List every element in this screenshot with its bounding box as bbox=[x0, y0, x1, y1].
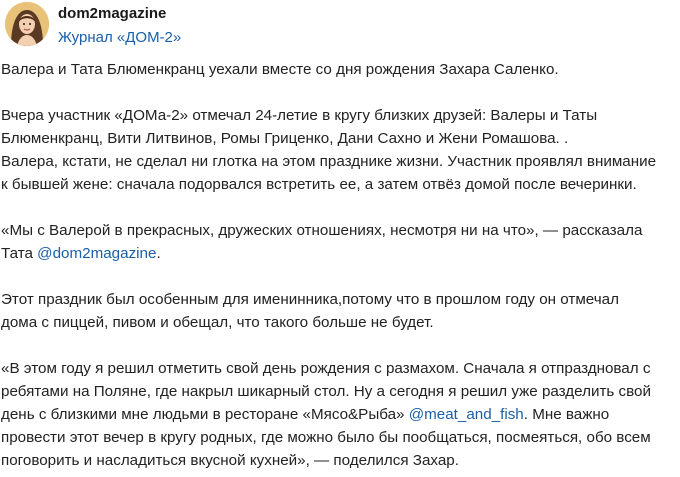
paragraph-6 bbox=[1, 357, 677, 472]
account-subtitle[interactable]: Журнал «ДОМ-2» bbox=[58, 29, 182, 46]
avatar[interactable] bbox=[5, 2, 49, 46]
paragraph-6-text: «В этом году я решил отметить свой день рождения с размахом. Сначала я отпраздновал с ребятами на Поляне, где накрыл шикарный стол. Ну а сегодня я решил уже разделить свой день с близкими мне людьми в ресторане «Мясо&Рыба» bbox=[1, 360, 651, 423]
paragraph-3: Валера, кстати, не сделал ни глотка на этом празднике жизни. Участник проявлял внимание к бывшей жене: сначала подорвался встретить ее, а затем отвёз домой после вечеринки. bbox=[1, 153, 657, 193]
paragraph-5: Этот праздник был особенным для именинника,потому что в прошлом году он отмечал дома с пиццей, пивом и обещал, что такого больше не будет. bbox=[1, 291, 619, 331]
post-body bbox=[1, 58, 677, 472]
post-header bbox=[0, 0, 680, 58]
paragraph-1: Валера и Тата Блюменкранц уехали вместе со дня рождения Захара Саленко. bbox=[1, 61, 559, 78]
paragraph-2: Вчера участник «ДОМа-2» отмечал 24-летие в кругу близких друзей: Валеры и Таты Блюменкранц, Вити Литвинов, Ромы Гриценко, Дани Сахно и Жени Ромашова. . bbox=[1, 107, 598, 147]
paragraph-4-end: . bbox=[156, 245, 161, 262]
paragraph-4 bbox=[1, 219, 677, 265]
paragraph-4-text: «Мы с Валерой в прекрасных, дружеских отношениях, несмотря ни на что», — рассказала Тата bbox=[1, 222, 643, 262]
avatar-portrait-icon bbox=[5, 2, 49, 46]
mention-link-meat-and-fish[interactable]: @meat_and_fish bbox=[408, 406, 524, 423]
mention-link-dom2magazine[interactable]: @dom2magazine bbox=[37, 245, 157, 262]
paragraph-6-end: . Мне важно провести этот вечер в кругу родных, где можно было бы пообщаться, посмеяться, обо всем поговорить и насладиться вкусной кухней», — поделился Захар. bbox=[1, 406, 651, 469]
username[interactable]: dom2magazine bbox=[58, 5, 167, 22]
